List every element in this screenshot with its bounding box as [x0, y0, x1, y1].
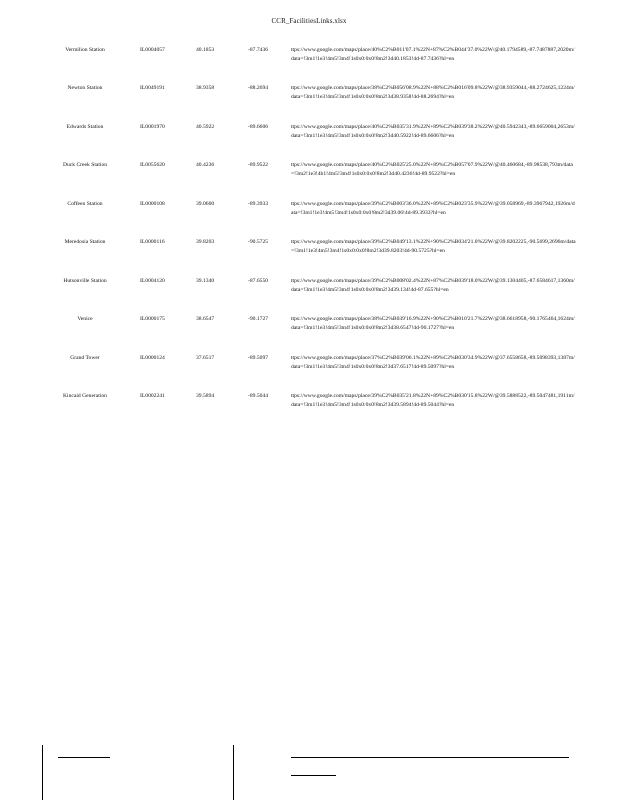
- longitude-value: -89.9522: [248, 162, 269, 168]
- footer-left-vertical-line: [42, 745, 43, 800]
- facility-id: IL0055620: [140, 162, 165, 168]
- facility-id: IL0002241: [140, 393, 165, 399]
- footer-right-short-line: [291, 775, 336, 776]
- latitude-value: 39.1340: [196, 278, 215, 284]
- latitude-value: 38.6547: [196, 316, 215, 322]
- latitude-value: 39.0600: [196, 201, 215, 207]
- map-link[interactable]: ttps://www.google.com/maps/place/37%C2%B039'06.1%22N+89%C2%B030'34.9%22W/@37.6558658,-89.5098393,1387m/data=!3m1!1e3!4m5!3m4!1s0x0:0x0!8m2!3d37.6517!4d-89.5097?hl=en: [291, 355, 575, 370]
- facility-name: Meredosia Station: [64, 239, 106, 245]
- facility-name: Coffeen Station: [67, 201, 103, 207]
- table-row: [0, 123, 618, 157]
- table-row: [0, 200, 618, 234]
- latitude-value: 40.4236: [196, 162, 215, 168]
- latitude-value: 40.1853: [196, 47, 215, 53]
- map-link[interactable]: ttps://www.google.com/maps/place/38%C2%B039'16.9%22N+90%C2%B010'21.7%22W/@38.6618958,-90.1765464,1624m/data=!3m1!1e3!4m5!3m4!1s0x0:0x0!8m2!3d38.6547!4d-90.1727?hl=en: [291, 316, 575, 331]
- facility-name: Edwards Station: [66, 124, 104, 130]
- facility-name: Venice: [77, 316, 93, 322]
- longitude-value: -87.6550: [248, 278, 269, 284]
- facility-name: Hutsonville Station: [63, 278, 107, 284]
- longitude-value: -89.6606: [248, 124, 269, 130]
- facility-name: Duck Creek Station: [62, 162, 108, 168]
- footer-right-long-line: [291, 757, 569, 758]
- longitude-value: -88.2694: [248, 85, 269, 91]
- facility-id: IL0000175: [140, 316, 165, 322]
- footer-middle-vertical-line: [233, 745, 234, 800]
- map-link[interactable]: ttps://www.google.com/maps/place/40%C2%B025'25.0%22N+89%C2%B057'07.9%22W/@40.460684,-89.98538,793m/data=!3m2!1e3!4b1!4m5!3m4!1s0x0:0x0!8m2!3d40.4236!4d-89.9522?hl=en: [291, 162, 573, 177]
- table-row: [0, 392, 618, 426]
- facility-id: IL0000108: [140, 201, 165, 207]
- map-link[interactable]: ttps://www.google.com/maps/place/38%C2%B056'08.9%22N+88%C2%B016'09.8%22W/@38.9359044,-88.2724625,1224m/data=!3m1!1e3!4m5!3m4!1s0x0:0x0!8m2!3d38.9358!4d-88.2694?hl=en: [291, 85, 575, 100]
- facility-id: IL0000124: [140, 355, 165, 361]
- facility-name: Kincaid Generation: [63, 393, 107, 399]
- map-link[interactable]: ttps://www.google.com/maps/place/40%C2%B035'31.9%22N+89%C2%B039'38.2%22W/@40.5942343,-89.6659004,2653m/data=!3m1!1e3!4m5!3m4!1s0x0:0x0!8m2!3d40.5922!4d-89.6606?hl=en: [291, 124, 575, 139]
- table-row: [0, 354, 618, 388]
- longitude-value: -90.5725: [248, 239, 269, 245]
- facility-id: IL0004057: [140, 47, 165, 53]
- latitude-value: 38.9358: [196, 85, 215, 91]
- table-row: [0, 161, 618, 195]
- map-link[interactable]: ttps://www.google.com/maps/place/39%C2%B003'36.0%22N+89%C2%B023'35.9%22W/@39.058969,-89.3967942,1926m/data=!3m1!1e3!4m5!3m4!1s0x0:0x0!8m2!3d39.06!4d-89.3933?hl=en: [291, 201, 575, 216]
- facility-name: Newton Station: [67, 85, 103, 91]
- facility-id: IL0000116: [140, 239, 165, 245]
- facility-id: IL0004120: [140, 278, 165, 284]
- facility-name: Grand Tower: [70, 355, 100, 361]
- map-link[interactable]: ttps://www.google.com/maps/place/39%C2%B035'21.8%22N+89%C2%B030'15.8%22W/@39.5888522,-89.5047481,1911m/data=!3m1!1e3!4m5!3m4!1s0x0:0x0!8m2!3d39.5894!4d-89.5044?hl=en: [291, 393, 575, 408]
- longitude-value: -89.5044: [248, 393, 269, 399]
- map-link[interactable]: ttps://www.google.com/maps/place/39%C2%B008'02.4%22N+87%C2%B039'18.0%22W/@39.1304405,-87.6584617,1360m/data=!3m1!1e3!4m5!3m4!1s0x0:0x0!8m2!3d39.134!4d-87.655?hl=en: [291, 278, 575, 293]
- table-row: [0, 84, 618, 118]
- table-row: [0, 46, 618, 80]
- longitude-value: -87.7436: [248, 47, 269, 53]
- latitude-value: 40.5922: [196, 124, 215, 130]
- facility-id: IL0001970: [140, 124, 165, 130]
- map-link[interactable]: ttps://www.google.com/maps/place/39%C2%B049'13.1%22N+90%C2%B034'21.0%22W/@39.8202225,-90.5699,2696m/data=!3m1!1e3!4m5!3m4!1s0x0:0x0!8m2!3d39.8203!4d-90.5725?hl=en: [291, 239, 576, 254]
- longitude-value: -90.1727: [248, 316, 269, 322]
- facility-name: Vermilion Station: [65, 47, 105, 53]
- table-row: [0, 277, 618, 311]
- table-row: [0, 238, 618, 272]
- facility-id: IL0049191: [140, 85, 165, 91]
- table-row: [0, 315, 618, 349]
- latitude-value: 39.5894: [196, 393, 215, 399]
- footer-left-short-line: [58, 757, 110, 758]
- longitude-value: -89.5097: [248, 355, 269, 361]
- latitude-value: 37.6517: [196, 355, 215, 361]
- longitude-value: -89.3933: [248, 201, 269, 207]
- map-link[interactable]: ttps://www.google.com/maps/place/40%C2%B011'07.1%22N+87%C2%B044'37.0%22W/@40.1794589,-87.7487887,2020m/data=!3m1!1e3!4m5!3m4!1s0x0:0x0!8m2!3d40.1853!4d-87.7436?hl=en: [291, 47, 575, 62]
- latitude-value: 39.8203: [196, 239, 215, 245]
- page-title: CCR_FacilitiesLinks.xlsx: [271, 17, 347, 25]
